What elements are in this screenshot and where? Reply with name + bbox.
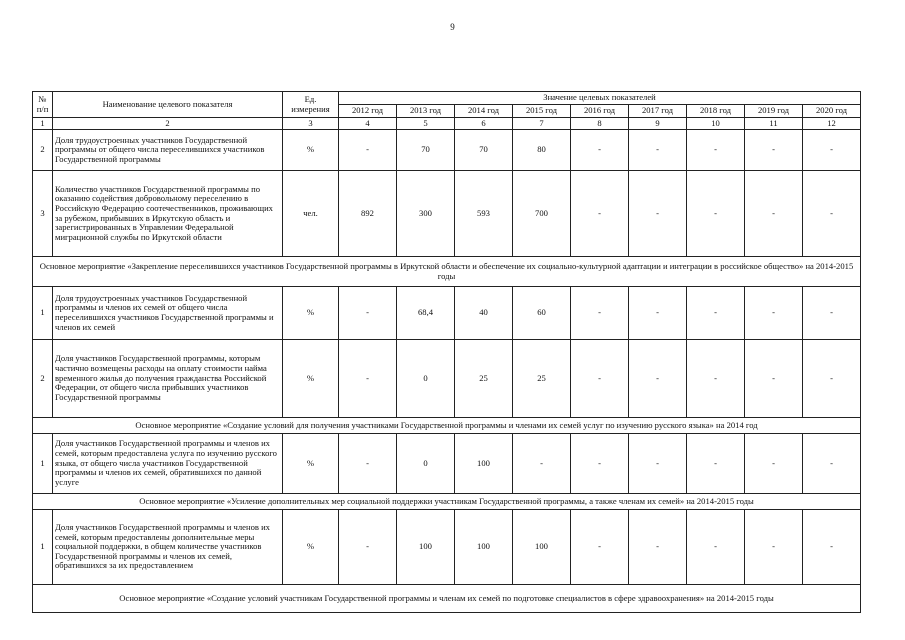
indicator-name: Доля участников Государственной программы и членов их семей, которым предоставлена услуга по изучению русского языка, от общего числа участников Государственной программы и членов их семей, обратившихся по данной услуге bbox=[53, 434, 283, 494]
value-cell: - bbox=[571, 171, 629, 257]
header-year: 2019 год bbox=[745, 105, 803, 118]
value-cell: - bbox=[629, 287, 687, 340]
column-index-cell: 7 bbox=[513, 118, 571, 130]
column-index-cell: 11 bbox=[745, 118, 803, 130]
value-cell: - bbox=[571, 340, 629, 418]
value-cell: - bbox=[687, 434, 745, 494]
value-cell: 100 bbox=[455, 434, 513, 494]
table-row bbox=[33, 434, 861, 494]
section-title: Основное мероприятие «Создание условий для получения участниками Государственной программы и членами их семей услуг по изучению русского языка» на 2014 год bbox=[33, 418, 861, 434]
header-year: 2012 год bbox=[339, 105, 397, 118]
table-row bbox=[33, 287, 861, 340]
value-cell: - bbox=[745, 340, 803, 418]
header-year: 2017 год bbox=[629, 105, 687, 118]
value-cell: - bbox=[339, 287, 397, 340]
header-num: № п/п bbox=[33, 92, 53, 118]
header-year: 2014 год bbox=[455, 105, 513, 118]
value-cell: - bbox=[339, 340, 397, 418]
value-cell: - bbox=[687, 171, 745, 257]
row-number: 2 bbox=[33, 130, 53, 171]
value-cell: - bbox=[745, 287, 803, 340]
value-cell: 70 bbox=[455, 130, 513, 171]
unit-cell: % bbox=[283, 130, 339, 171]
table-row bbox=[33, 340, 861, 418]
row-number: 1 bbox=[33, 510, 53, 585]
column-index-cell: 4 bbox=[339, 118, 397, 130]
unit-cell: % bbox=[283, 510, 339, 585]
value-cell: 40 bbox=[455, 287, 513, 340]
indicator-name: Доля трудоустроенных участников Государственной программы от общего числа переселившихся участников Государственной программы bbox=[53, 130, 283, 171]
value-cell: - bbox=[339, 434, 397, 494]
header-values: Значение целевых показателей bbox=[339, 92, 861, 105]
unit-cell: % bbox=[283, 287, 339, 340]
table-row bbox=[33, 130, 861, 171]
indicator-name: Доля трудоустроенных участников Государственной программы и членов их семей от общего числа переселившихся участников Государственной программы и членов их семей bbox=[53, 287, 283, 340]
value-cell: 100 bbox=[455, 510, 513, 585]
value-cell: - bbox=[571, 510, 629, 585]
value-cell: 25 bbox=[455, 340, 513, 418]
column-index-cell: 9 bbox=[629, 118, 687, 130]
value-cell: - bbox=[803, 340, 861, 418]
column-index-cell: 1 bbox=[33, 118, 53, 130]
indicator-name: Доля участников Государственной программы и членов их семей, которым предоставлены дополнительные меры социальной поддержки, в общем количестве участников Государственной программы и членов их семей, обратившихся за их предоставлением bbox=[53, 510, 283, 585]
indicator-name: Количество участников Государственной программы по оказанию содействия добровольному переселению в Российскую Федерацию соотечественников, проживающих за рубежом, прибывших в Иркутскую область и зарегистрированных в Управлении Федеральной миграционной службы по Иркутской области bbox=[53, 171, 283, 257]
value-cell: 100 bbox=[397, 510, 455, 585]
section-row bbox=[33, 585, 861, 613]
value-cell: - bbox=[745, 171, 803, 257]
header-year: 2016 год bbox=[571, 105, 629, 118]
value-cell: 892 bbox=[339, 171, 397, 257]
row-number: 2 bbox=[33, 340, 53, 418]
value-cell: - bbox=[571, 287, 629, 340]
section-title: Основное мероприятие «Усиление дополнительных мер социальной поддержки участникам Государственной программы, а также членам их семей» на 2014-2015 годы bbox=[33, 494, 861, 510]
section-row bbox=[33, 418, 861, 434]
value-cell: - bbox=[687, 510, 745, 585]
column-index-cell: 12 bbox=[803, 118, 861, 130]
row-number: 1 bbox=[33, 287, 53, 340]
value-cell: 0 bbox=[397, 340, 455, 418]
value-cell: 68,4 bbox=[397, 287, 455, 340]
column-index-cell: 6 bbox=[455, 118, 513, 130]
indicator-name: Доля участников Государственной программы, которым частично возмещены расходы на оплату стоимости найма временного жилья до получения гражданства Российской Федерации, от общего числа прибывших участников Государственной программы bbox=[53, 340, 283, 418]
value-cell: - bbox=[803, 510, 861, 585]
value-cell: - bbox=[745, 130, 803, 171]
row-number: 3 bbox=[33, 171, 53, 257]
column-index-cell: 3 bbox=[283, 118, 339, 130]
value-cell: - bbox=[687, 287, 745, 340]
header-year: 2020 год bbox=[803, 105, 861, 118]
value-cell: - bbox=[745, 434, 803, 494]
value-cell: - bbox=[629, 434, 687, 494]
column-index-cell: 8 bbox=[571, 118, 629, 130]
value-cell: - bbox=[803, 130, 861, 171]
column-index-cell: 2 bbox=[53, 118, 283, 130]
value-cell: 593 bbox=[455, 171, 513, 257]
value-cell: 80 bbox=[513, 130, 571, 171]
value-cell: 60 bbox=[513, 287, 571, 340]
value-cell: 100 bbox=[513, 510, 571, 585]
value-cell: - bbox=[803, 287, 861, 340]
target-indicators-table bbox=[32, 91, 861, 613]
value-cell: - bbox=[571, 130, 629, 171]
value-cell: - bbox=[745, 510, 803, 585]
header-name: Наименование целевого показателя bbox=[53, 92, 283, 118]
value-cell: 700 bbox=[513, 171, 571, 257]
header-year: 2018 год bbox=[687, 105, 745, 118]
value-cell: 0 bbox=[397, 434, 455, 494]
page-number: 9 bbox=[450, 22, 455, 32]
column-index-cell: 10 bbox=[687, 118, 745, 130]
value-cell: 300 bbox=[397, 171, 455, 257]
section-title: Основное мероприятие «Закрепление переселившихся участников Государственной программы в Иркутской области и обеспечение их социально-культурной адаптации и интеграции в российское общество» на 2014-2015 годы bbox=[33, 257, 861, 287]
value-cell: - bbox=[629, 171, 687, 257]
value-cell: - bbox=[571, 434, 629, 494]
header-year: 2013 год bbox=[397, 105, 455, 118]
value-cell: - bbox=[629, 510, 687, 585]
section-title: Основное мероприятие «Создание условий участникам Государственной программы и членам их семей по подготовке специалистов в сфере здравоохранения» на 2014-2015 годы bbox=[33, 585, 861, 613]
column-index-cell: 5 bbox=[397, 118, 455, 130]
value-cell: - bbox=[513, 434, 571, 494]
value-cell: 70 bbox=[397, 130, 455, 171]
value-cell: - bbox=[339, 510, 397, 585]
section-row bbox=[33, 257, 861, 287]
header-year: 2015 год bbox=[513, 105, 571, 118]
unit-cell: % bbox=[283, 340, 339, 418]
value-cell: - bbox=[339, 130, 397, 171]
value-cell: - bbox=[629, 130, 687, 171]
value-cell: - bbox=[687, 130, 745, 171]
header-unit: Ед. измерения bbox=[283, 92, 339, 118]
value-cell: - bbox=[629, 340, 687, 418]
value-cell: - bbox=[803, 171, 861, 257]
table-row bbox=[33, 171, 861, 257]
value-cell: - bbox=[803, 434, 861, 494]
table-row bbox=[33, 510, 861, 585]
value-cell: 25 bbox=[513, 340, 571, 418]
unit-cell: чел. bbox=[283, 171, 339, 257]
unit-cell: % bbox=[283, 434, 339, 494]
value-cell: - bbox=[687, 340, 745, 418]
section-row bbox=[33, 494, 861, 510]
row-number: 1 bbox=[33, 434, 53, 494]
